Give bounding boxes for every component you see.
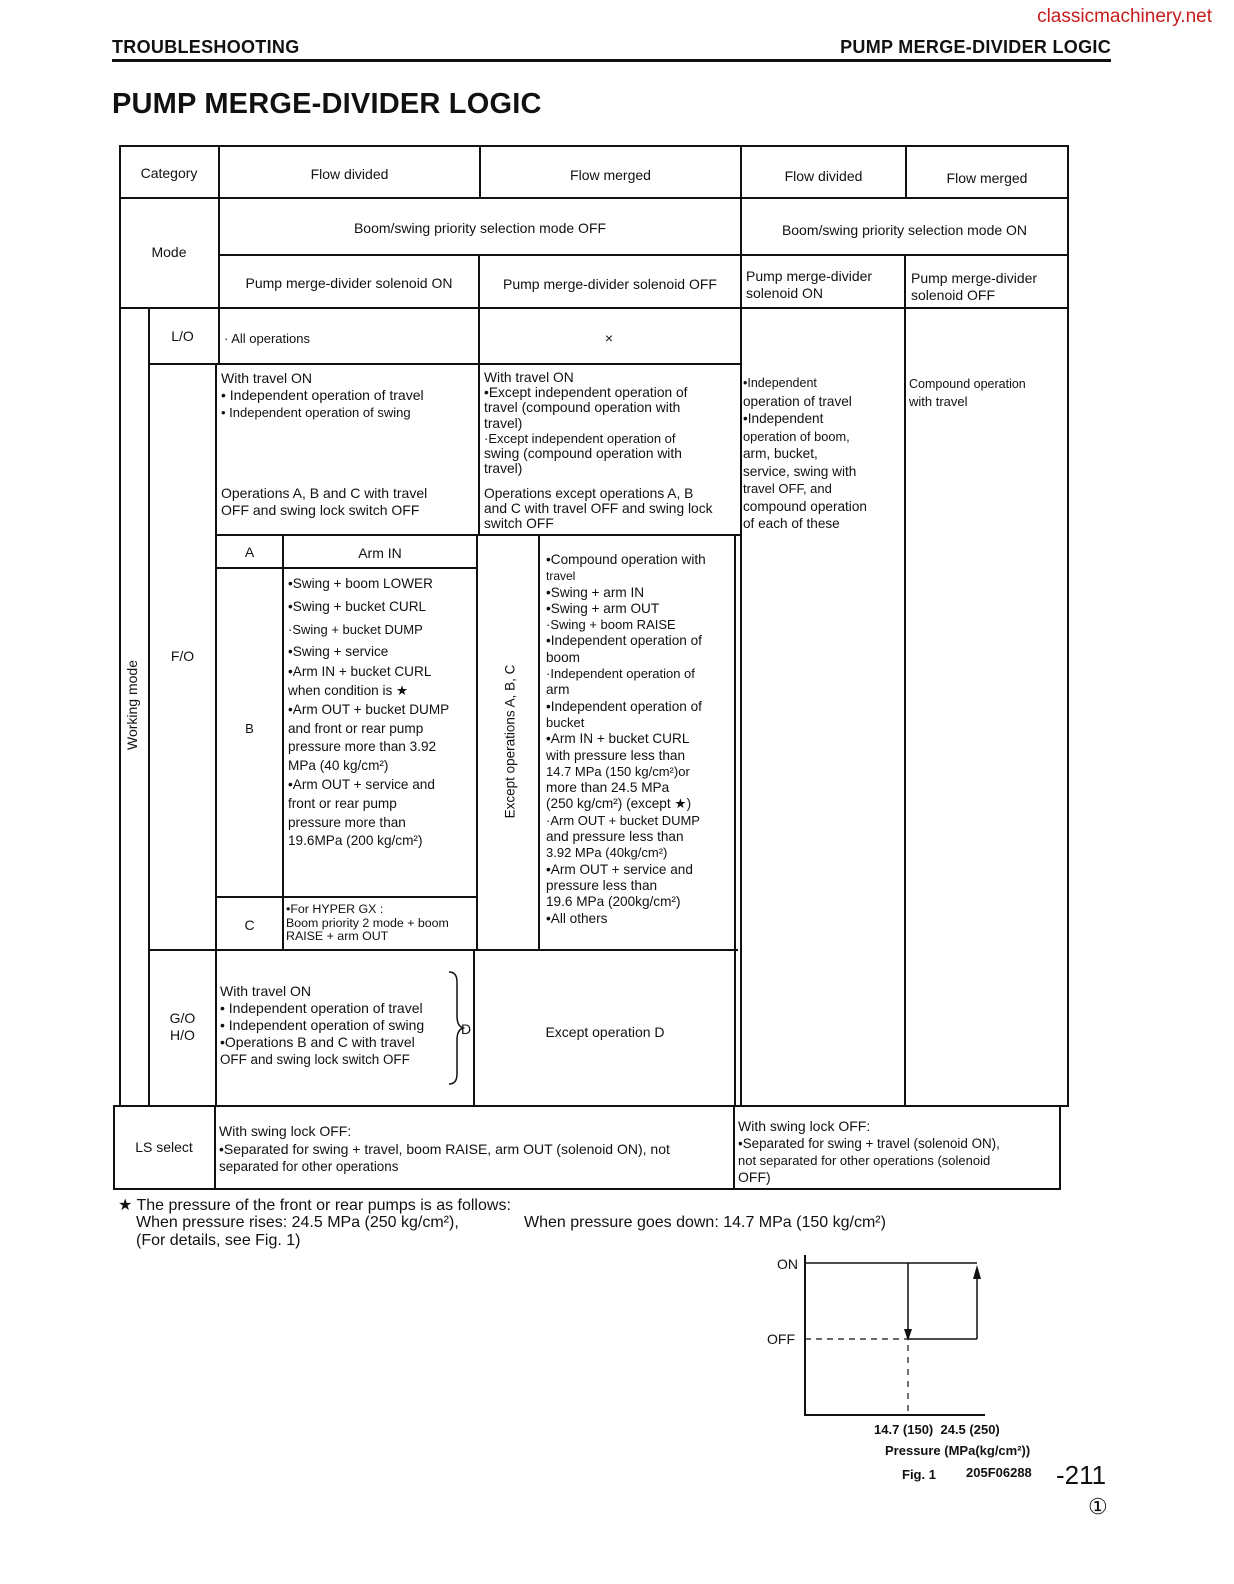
- solenoid-on-b-line-1: Pump merge-divider: [746, 268, 873, 284]
- page-number: -211: [1056, 1460, 1107, 1490]
- b-label: B: [245, 721, 254, 736]
- col-header-flow-divided-2: Flow divided: [784, 168, 863, 184]
- col-line-3: [740, 145, 742, 1107]
- b-item: •Swing + service: [288, 644, 389, 660]
- lo-all-operations: · All operations: [224, 331, 310, 346]
- go-item: • Independent operation of swing: [220, 1017, 425, 1033]
- table-border-right-top: [1067, 145, 1069, 1107]
- go-item: With travel ON: [220, 983, 312, 999]
- solenoid-off-b-line-2: solenoid OFF: [911, 287, 996, 303]
- except-abc-items: [546, 552, 736, 927]
- lo-not-applicable: ×: [604, 330, 614, 346]
- ls-off-line: •Separated for swing + travel, boom RAISE, arm OUT (solenoid ON), not: [219, 1140, 670, 1157]
- row-line-go: [148, 949, 738, 951]
- page-title: PUMP MERGE-DIVIDER LOGIC: [112, 88, 542, 120]
- col-line-ls-2: [733, 1105, 735, 1190]
- mode-header: Mode: [151, 244, 187, 260]
- except-item: (250 kg/cm²) (except ★): [546, 796, 692, 812]
- col-line-except: [538, 534, 540, 951]
- fo-mer-line: travel): [484, 415, 523, 431]
- pressure-note-line-2a: When pressure rises: 24.5 MPa (250 kg/cm²),: [136, 1214, 459, 1231]
- col-line-abc-right: [476, 534, 478, 950]
- col-line-working-mode: [148, 307, 150, 1106]
- fo-mer-bottom-line: and C with travel OFF and swing lock: [484, 501, 713, 517]
- c-item: RAISE + arm OUT: [286, 929, 389, 943]
- on-div-line: •Independent: [743, 376, 817, 390]
- col-header-flow-merged-1: Flow merged: [570, 167, 651, 183]
- except-item: 14.7 MPa (150 kg/cm²)or: [546, 763, 690, 779]
- go-item: • Independent operation of travel: [220, 1000, 423, 1016]
- except-item: and pressure less than: [546, 829, 684, 845]
- watermark: classicmachinery.net: [1037, 6, 1212, 27]
- fo-mer-line: With travel ON: [484, 370, 574, 385]
- on-div-line: service, swing with: [743, 463, 857, 479]
- d-label: D: [461, 1021, 472, 1037]
- fo-mer-bottom-line: Operations except operations A, B: [484, 486, 694, 501]
- on-mer-line: Compound operation: [909, 377, 1026, 391]
- mode-on-label: Boom/swing priority selection mode ON: [781, 222, 1028, 238]
- col-line-2-mid: [478, 254, 480, 534]
- fo-mer-bottom-line: switch OFF: [484, 516, 554, 532]
- except-item: arm: [546, 682, 570, 698]
- except-item: travel: [546, 569, 576, 584]
- solenoid-off-label: Pump merge-divider solenoid OFF: [503, 276, 717, 292]
- b-item: and front or rear pump: [288, 720, 424, 736]
- fig-off-label: OFF: [767, 1331, 795, 1347]
- c-items: [286, 903, 476, 944]
- mode-on-merged-text: [909, 376, 1067, 410]
- fig-caption: Fig. 1: [902, 1467, 936, 1482]
- lo-label: L/O: [171, 328, 194, 344]
- on-mer-line: with travel: [909, 394, 968, 409]
- fo-divided-bottom: [221, 485, 477, 519]
- table-ls-top: [113, 1105, 1069, 1107]
- a-value: Arm IN: [358, 545, 402, 561]
- table-border-bottom: [113, 1188, 1061, 1190]
- ls-off-line: With swing lock OFF:: [219, 1123, 352, 1139]
- ls-on-line: With swing lock OFF:: [738, 1118, 871, 1134]
- up-arrow: [973, 1265, 981, 1279]
- on-div-line: operation of travel: [743, 393, 852, 409]
- b-item: when condition is ★: [288, 682, 409, 698]
- row-line-lo: [148, 363, 741, 365]
- on-div-line: compound operation: [743, 498, 867, 514]
- b-item: •Swing + bucket CURL: [288, 598, 427, 614]
- col-line-abc-labels: [282, 534, 284, 950]
- except-item: ·Swing + boom RAISE: [546, 617, 676, 633]
- except-item: with pressure less than: [546, 747, 686, 763]
- except-item: •Arm OUT + service and: [546, 861, 693, 877]
- fo-merged-top: [484, 370, 740, 476]
- ls-on-line: not separated for other operations (solenoid: [738, 1153, 991, 1168]
- fo-mer-line: travel (compound operation with: [484, 400, 681, 416]
- go-label: G/O: [169, 1010, 196, 1026]
- col-line-4: [904, 254, 906, 1107]
- row-line-a: [215, 567, 478, 569]
- a-label: A: [244, 544, 255, 560]
- b-item: ·Swing + bucket DUMP: [288, 621, 423, 637]
- header-section-right: PUMP MERGE-DIVIDER LOGIC: [840, 37, 1111, 57]
- mode-on-divided-text: [743, 375, 903, 533]
- b-item: •Arm OUT + service and: [288, 776, 435, 792]
- col-line-ls: [214, 1105, 216, 1190]
- fo-div-line: • Independent operation of travel: [221, 387, 424, 403]
- fo-div-line: With travel ON: [221, 370, 313, 386]
- except-item: boom: [546, 649, 581, 665]
- ls-on-line: OFF): [738, 1169, 771, 1185]
- except-abc-label: Except operations A, B, C: [502, 664, 518, 819]
- go-item: OFF and swing lock switch OFF: [220, 1052, 410, 1067]
- ls-on-line: •Separated for swing + travel (solenoid ON),: [738, 1136, 1000, 1151]
- c-item: Boom priority 2 mode + boom: [286, 915, 449, 930]
- fo-div-bottom-line: Operations A, B and C with travel: [221, 485, 428, 501]
- on-div-line: •Independent: [743, 411, 824, 426]
- except-item: •All others: [546, 910, 608, 926]
- except-item: •Swing + arm IN: [546, 584, 645, 600]
- except-item: more than 24.5 MPa: [546, 780, 670, 796]
- row-line-2: [219, 254, 1069, 256]
- fo-divided-top: [221, 370, 477, 421]
- fo-mer-line: swing (compound operation with: [484, 446, 682, 462]
- except-item: •Independent operation of: [546, 698, 702, 714]
- revision-mark: ①: [1088, 1494, 1108, 1519]
- category-header: Category: [140, 165, 198, 181]
- except-item: pressure less than: [546, 877, 658, 893]
- fo-mer-line: •Except independent operation of: [484, 385, 688, 401]
- go-item: •Operations B and C with travel: [220, 1034, 415, 1050]
- except-item: •Compound operation with: [546, 552, 706, 567]
- on-div-line: arm, bucket,: [743, 446, 818, 461]
- hysteresis-graph: [800, 1255, 990, 1420]
- on-div-line: of each of these: [743, 516, 840, 531]
- solenoid-on-b-line-2: solenoid ON: [746, 285, 824, 301]
- table-border-top: [119, 145, 1069, 147]
- except-item: •Swing + arm OUT: [546, 600, 660, 616]
- mode-off-label: Boom/swing priority selection mode OFF: [353, 220, 607, 236]
- fo-div-line: • Independent operation of swing: [221, 405, 411, 420]
- on-div-line: travel OFF, and: [743, 481, 832, 496]
- ls-off-text: [219, 1123, 731, 1176]
- fo-merged-bottom: [484, 486, 740, 532]
- fig-x-ticks: 14.7 (150) 24.5 (250): [874, 1422, 1000, 1437]
- solenoid-off-label-b: [911, 270, 1067, 304]
- fo-mer-line: ·Except independent operation of: [484, 430, 676, 446]
- solenoid-off-b-line-1: Pump merge-divider: [911, 270, 1038, 286]
- fo-div-bottom-line: OFF and swing lock switch OFF: [221, 502, 420, 518]
- table-border-left-top: [119, 145, 121, 1107]
- fig-on-label: ON: [777, 1256, 798, 1272]
- except-item: 19.6 MPa (200kg/cm²): [546, 894, 681, 910]
- b-item: •Swing + boom LOWER: [288, 576, 433, 591]
- row-line-3: [119, 307, 1069, 309]
- b-item: MPa (40 kg/cm²): [288, 758, 389, 774]
- on-div-line: operation of boom,: [743, 428, 850, 444]
- col-header-flow-divided-1: Flow divided: [310, 166, 389, 182]
- solenoid-on-label-b: [746, 268, 904, 302]
- b-item: •Arm OUT + bucket DUMP: [288, 701, 450, 717]
- b-item: •Arm IN + bucket CURL: [288, 664, 432, 680]
- b-item: pressure more than 3.92: [288, 739, 437, 755]
- ls-off-line: separated for other operations: [219, 1159, 399, 1174]
- ls-select-label: LS select: [135, 1139, 193, 1155]
- working-mode-label: Working mode: [124, 660, 140, 751]
- col-line-go-right: [734, 949, 736, 1106]
- c-label: C: [244, 917, 255, 933]
- col-line-go: [473, 949, 475, 1106]
- col-header-flow-merged-2: Flow merged: [946, 170, 1028, 186]
- header-section-left: TROUBLESHOOTING: [112, 37, 300, 57]
- header-rule: [112, 59, 1111, 62]
- b-items: [288, 576, 476, 849]
- b-item: front or rear pump: [288, 795, 397, 811]
- except-d-label: Except operation D: [545, 1024, 665, 1040]
- go-ho-label: [150, 1010, 215, 1044]
- solenoid-on-label: Pump merge-divider solenoid ON: [245, 275, 453, 291]
- ls-on-text: [738, 1118, 1058, 1186]
- pressure-note-line-3: (For details, see Fig. 1): [136, 1232, 301, 1249]
- row-line-abc-top: [215, 534, 741, 536]
- go-items: [220, 983, 456, 1068]
- fo-mer-line: travel): [484, 461, 523, 477]
- b-item: 19.6MPa (200 kg/cm²): [288, 833, 423, 849]
- row-line-c: [215, 896, 477, 898]
- pressure-note-line-1: ★ The pressure of the front or rear pumps is as follows:: [118, 1197, 511, 1214]
- table-border-right-ls: [1059, 1105, 1061, 1190]
- pressure-note-line-2b: When pressure goes down: 14.7 MPa (150 kg/cm²): [524, 1214, 886, 1231]
- row-line-1: [119, 197, 1069, 199]
- c-item: •For HYPER GX :: [286, 902, 384, 916]
- fig-code: 205F06288: [966, 1465, 1032, 1480]
- except-item: ·Independent operation of: [546, 666, 695, 682]
- except-item: •Independent operation of: [546, 633, 702, 649]
- fo-label: F/O: [170, 648, 195, 664]
- except-item: ·Arm OUT + bucket DUMP: [546, 812, 700, 828]
- b-item: pressure more than: [288, 814, 406, 830]
- except-item: •Arm IN + bucket CURL: [546, 731, 690, 747]
- except-item: 3.92 MPa (40kg/cm²): [546, 845, 668, 861]
- except-item: bucket: [546, 714, 585, 730]
- fig-x-label: Pressure (MPa(kg/cm²)): [885, 1443, 1031, 1458]
- ho-label: H/O: [170, 1027, 195, 1043]
